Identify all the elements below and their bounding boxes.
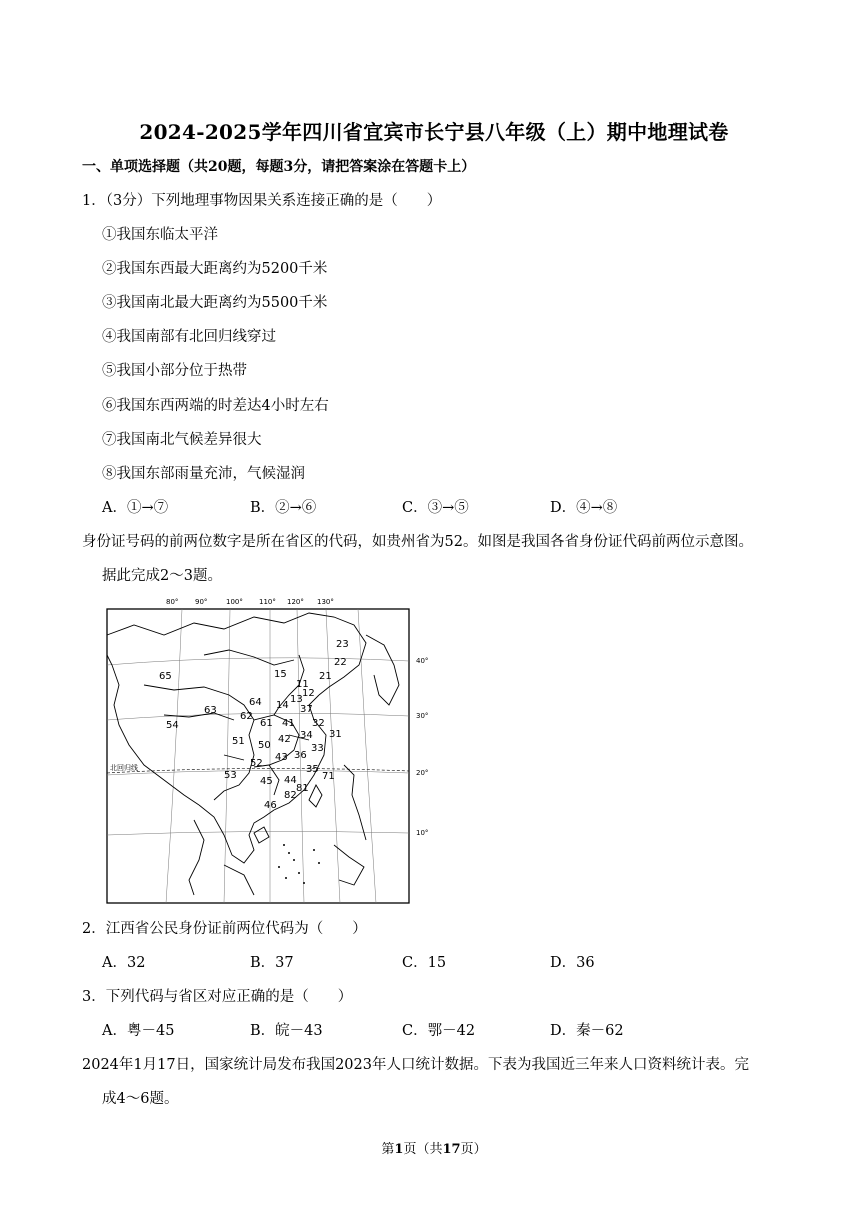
footer-suffix: 页） [460,1142,487,1157]
q1-item: ③我国南北最大距离约为5500千米 [102,295,328,311]
code-label: 61 [260,718,273,729]
code-label: 54 [166,720,179,731]
q1-item: ⑧我国东部雨量充沛，气候湿润 [102,466,305,482]
tropic-label: 北回归线 [110,764,138,772]
exam-title: 2024-2025学年四川省宜宾市长宁县八年级（上）期中地理试卷 [139,120,729,144]
q2-option-c[interactable]: C．15 [402,955,447,971]
code-label: 11 [296,679,309,690]
code-label: 37 [300,704,313,715]
footer-prefix: 第 [381,1142,395,1157]
map-svg [104,595,429,907]
lon-label: 130° [317,598,334,606]
lat-label: 40° [416,657,429,665]
lon-label: 90° [195,598,208,606]
code-label: 33 [311,743,324,754]
code-label: 14 [276,700,289,711]
province-code-map [104,595,429,907]
section-heading: 一、单项选择题（共20题，每题3分，请把答案涂在答题卡上） [82,159,476,175]
code-label: 53 [224,770,237,781]
code-label: 62 [240,711,253,722]
code-label: 32 [312,718,325,729]
intro2-line-1: 2024年1月17日，国家统计局发布我国2023年人口统计数据。下表为我国近三年来人口资料统计表。完 [82,1057,749,1073]
q3-stem: 3．下列代码与省区对应正确的是（ ） [82,989,353,1005]
q3-option-c[interactable]: C．鄂－42 [402,1023,476,1039]
lon-label: 80° [166,598,179,606]
intro2-line-2: 成4～6题。 [102,1091,179,1107]
q2-option-d[interactable]: D．36 [550,955,595,971]
q1-stem: 1．（3分）下列地理事物因果关系连接正确的是（ ） [82,193,442,209]
footer-page-number: 1 [394,1142,404,1157]
q1-item: ⑥我国东西两端的时差达4小时左右 [102,398,329,414]
lon-label: 100° [226,598,243,606]
code-label: 21 [319,671,332,682]
code-label: 82 [284,790,297,801]
footer-mid: 页（共 [403,1142,443,1157]
lat-label: 20° [416,769,429,777]
code-label: 64 [249,697,262,708]
code-label: 35 [306,764,319,775]
code-label: 71 [322,771,335,782]
lat-label: 30° [416,712,429,720]
code-label: 51 [232,736,245,747]
code-label: 43 [275,752,288,763]
q3-option-b[interactable]: B．皖－43 [250,1023,323,1039]
code-label: 41 [282,718,295,729]
code-label: 44 [284,775,297,786]
q3-option-a[interactable]: A．粤－45 [102,1023,175,1039]
code-label: 45 [260,776,273,787]
q1-option-c[interactable]: C．③→⑤ [402,500,469,516]
q1-item: ⑦我国南北气候差异很大 [102,432,262,448]
footer-total-pages: 17 [442,1142,461,1157]
q1-option-a[interactable]: A．①→⑦ [102,500,169,516]
q2-option-a[interactable]: A．32 [102,955,146,971]
code-label: 31 [329,729,342,740]
code-label: 65 [159,671,172,682]
code-label: 52 [250,758,263,769]
intro-line-2: 据此完成2～3题。 [102,568,222,584]
code-label: 12 [302,688,315,699]
code-label: 23 [336,639,349,650]
lon-label: 120° [287,598,304,606]
page-footer [0,1138,868,1157]
q1-item: ④我国南部有北回归线穿过 [102,329,276,345]
q3-option-d[interactable]: D．秦－62 [550,1023,624,1039]
code-label: 46 [264,800,277,811]
code-label: 15 [274,669,287,680]
code-label: 34 [300,730,313,741]
q1-option-d[interactable]: D．④→⑧ [550,500,618,516]
lon-label: 110° [259,598,276,606]
code-label: 42 [278,734,291,745]
code-label: 81 [296,783,309,794]
intro-line-1: 身份证号码的前两位数字是所在省区的代码，如贵州省为52。如图是我国各省身份证代码前两位示意图。 [82,534,753,550]
q2-stem: 2．江西省公民身份证前两位代码为（ ） [82,921,367,937]
code-label: 63 [204,705,217,716]
code-label: 22 [334,657,347,668]
q1-option-b[interactable]: B．②→⑥ [250,500,317,516]
code-label: 50 [258,740,271,751]
code-label: 36 [294,750,307,761]
map-frame [107,609,409,903]
q1-item: ①我国东临太平洋 [102,227,218,243]
q1-item: ⑤我国小部分位于热带 [102,363,247,379]
q1-item: ②我国东西最大距离约为5200千米 [102,261,328,277]
code-label: 13 [290,694,303,705]
lat-label: 10° [416,829,429,837]
q2-option-b[interactable]: B．37 [250,955,294,971]
